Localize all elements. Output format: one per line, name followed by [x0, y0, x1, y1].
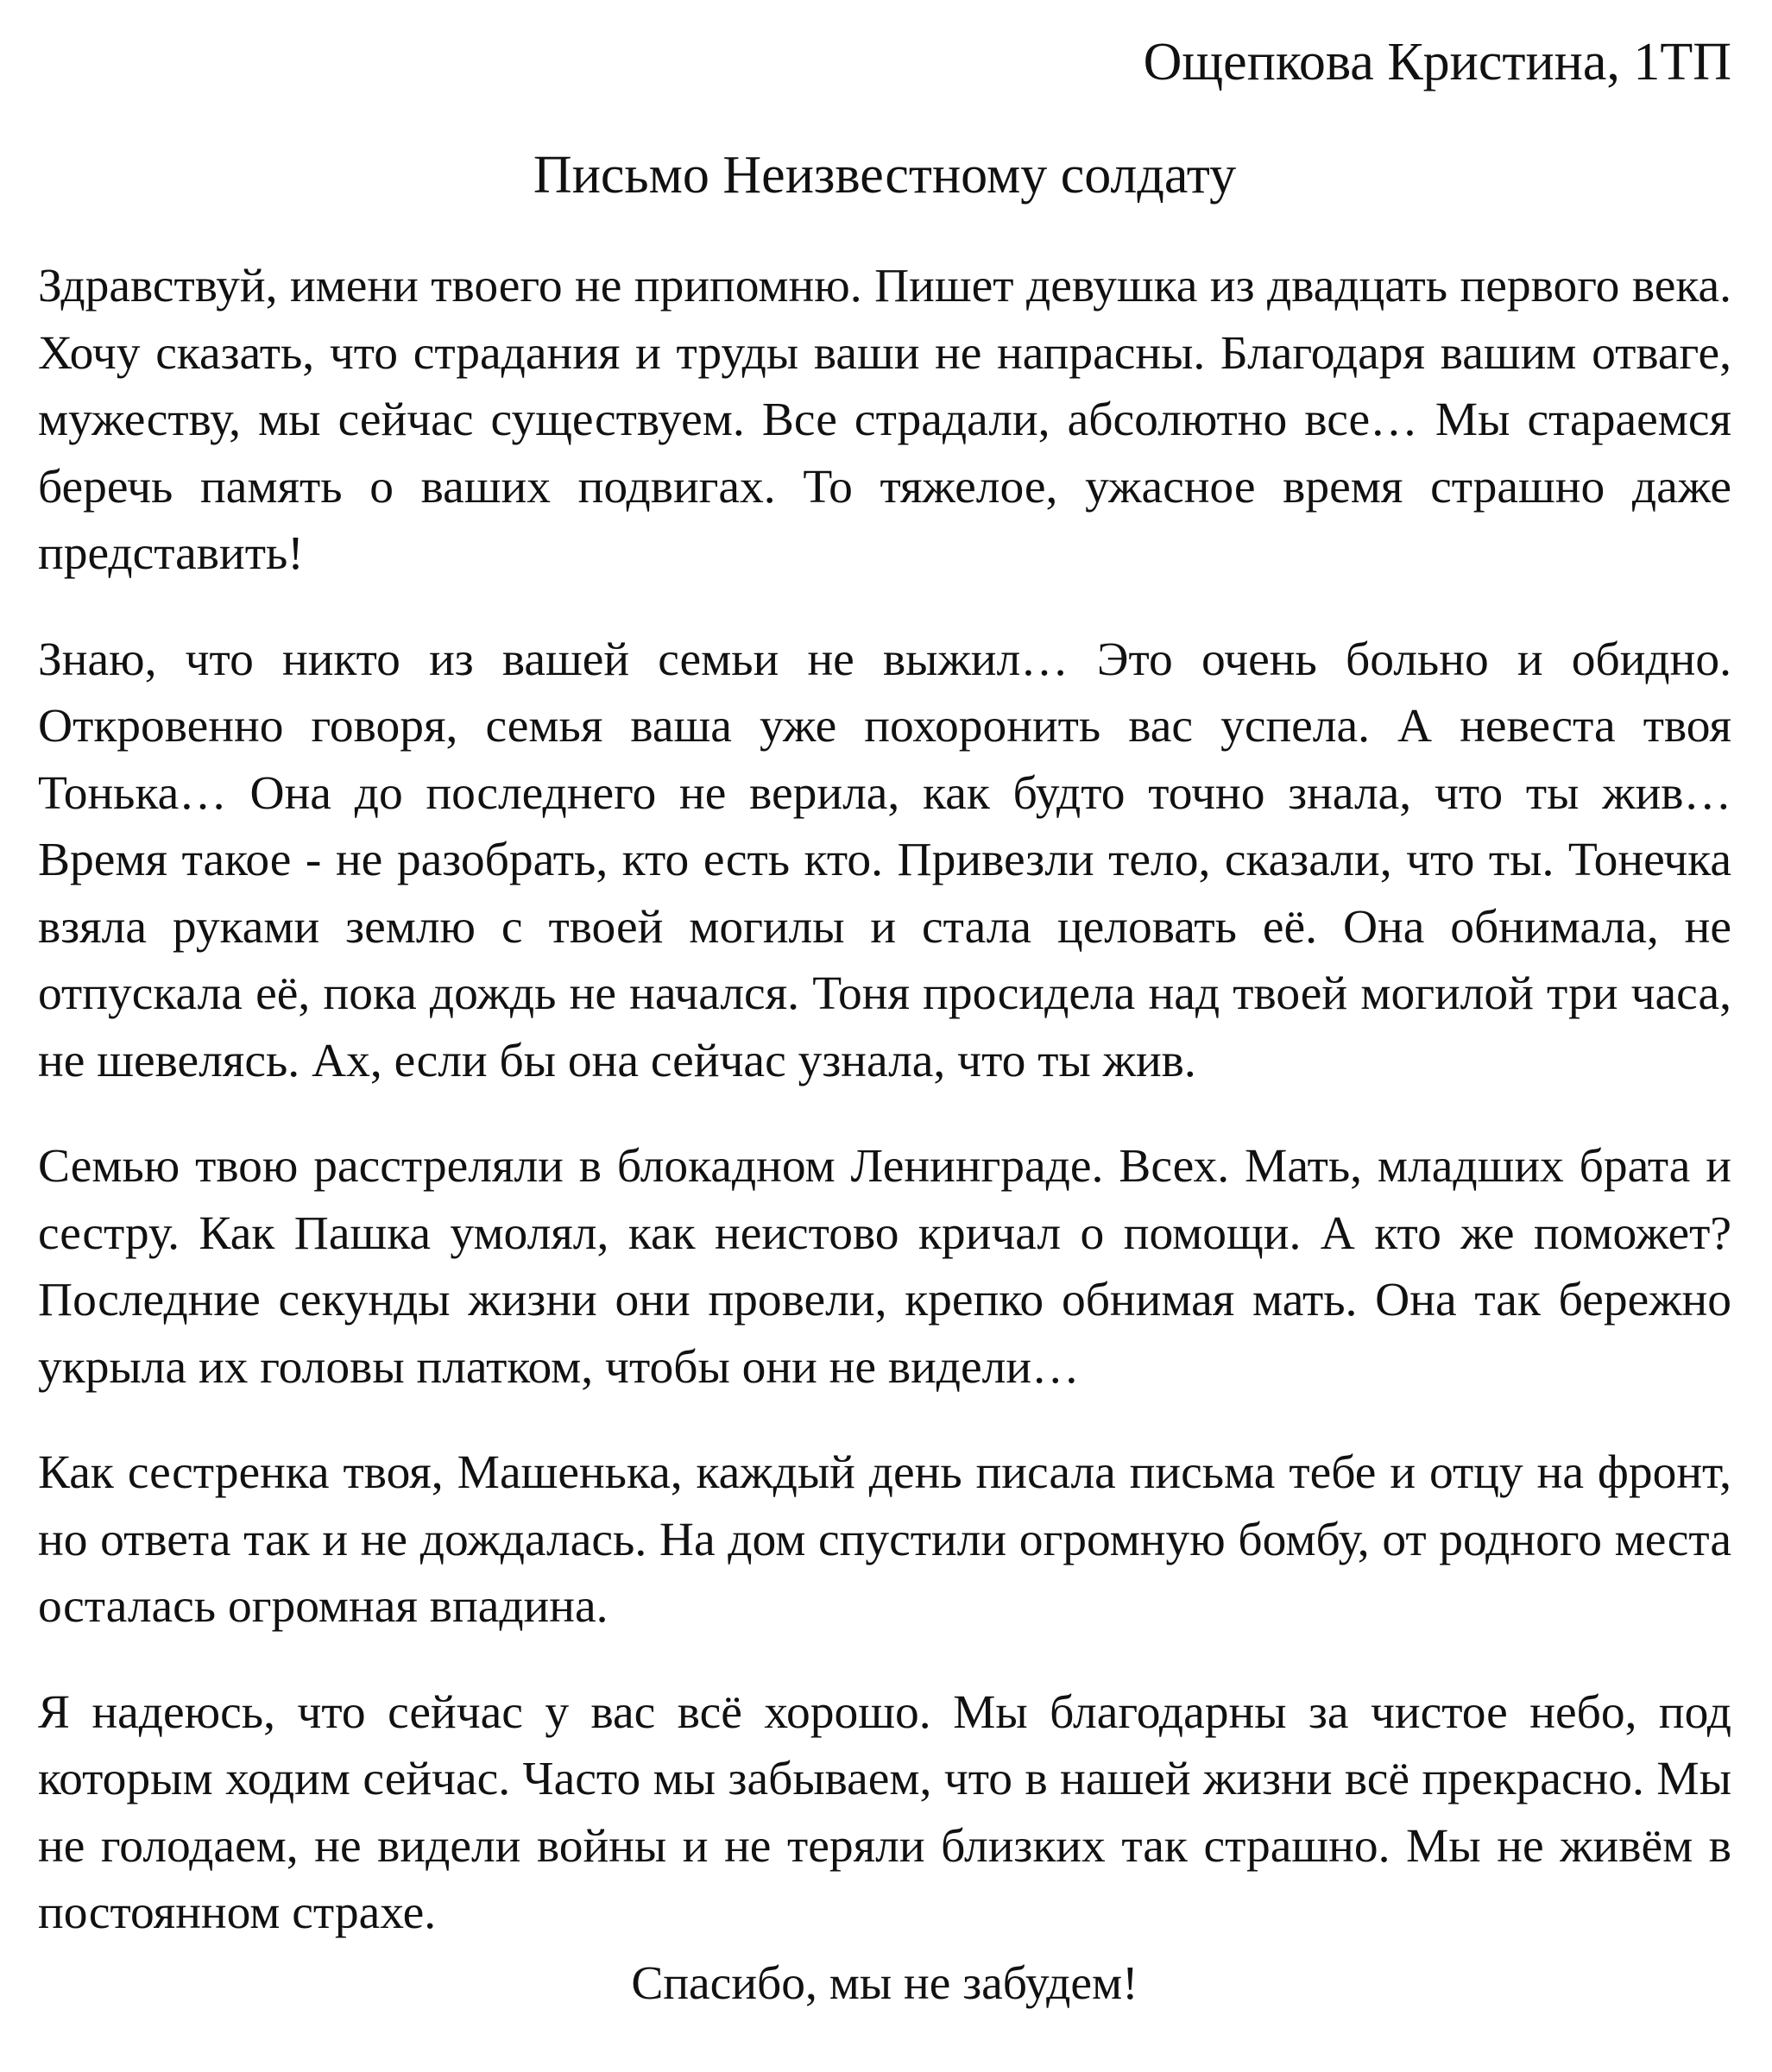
letter-title: Письмо Неизвестному солдату: [533, 146, 1237, 205]
paragraph: Я надеюсь, что сейчас у вас всё хорошо. Мы благодарны за чистое небо, под которым ходим сейчас. Часто мы забываем, что в нашей жизни всё прекрасно. Мы не голодаем, не видели войны и не теряли близких так страшно. Мы не живём в постоянном страхе.: [38, 1685, 1731, 1939]
paragraph: Здравствуй, имени твоего не припомню. Пишет девушка из двадцать первого века. Хочу сказать, что страдания и труды ваши не напрасны. Благодаря вашим отваге, мужеству, мы сейчас существуем. Все страдали, абсолютно все… Мы стараемся беречь память о ваших подвигах. То тяжелое, ужасное время страшно даже представить!: [38, 260, 1731, 580]
closing-line: Спасибо, мы не забудем!: [631, 1957, 1138, 2010]
document-page: [38, 0, 1731, 2072]
paragraph: Знаю, что никто из вашей семьи не выжил… Это очень больно и обидно. Откровенно говоря, семья ваша уже похоронить вас успела. А невеста твоя Тонька… Она до последнего не верила, как будто точно знала, что ты жив… Время такое - не разобрать, кто есть кто. Привезли тело, сказали, что ты. Тонечка взяла руками землю с твоей могилы и стала целовать её. Она обнимала, не отпускала её, пока дождь не начался. Тоня просидела над твоей могилой три часа, не шевелясь. Ах, если бы она сейчас узнала, что ты жив.: [38, 633, 1731, 1087]
author-line: Ощепкова Кристина, 1ТП: [1143, 33, 1731, 91]
paragraph: Семью твою расстреляли в блокадном Ленинграде. Всех. Мать, младших брата и сестру. Как Пашка умолял, как неистово кричал о помощи. А кто же поможет? Последние секунды жизни они провели, крепко обнимая мать. Она так бережно укрыла их головы платком, чтобы они не видели…: [38, 1140, 1731, 1394]
letter-body: [38, 253, 1731, 1986]
paragraph: Как сестренка твоя, Машенька, каждый день писала письма тебе и отцу на фронт, но ответа так и не дождалась. На дом спустили огромную бомбу, от родного места осталась огромная впадина.: [38, 1446, 1731, 1633]
